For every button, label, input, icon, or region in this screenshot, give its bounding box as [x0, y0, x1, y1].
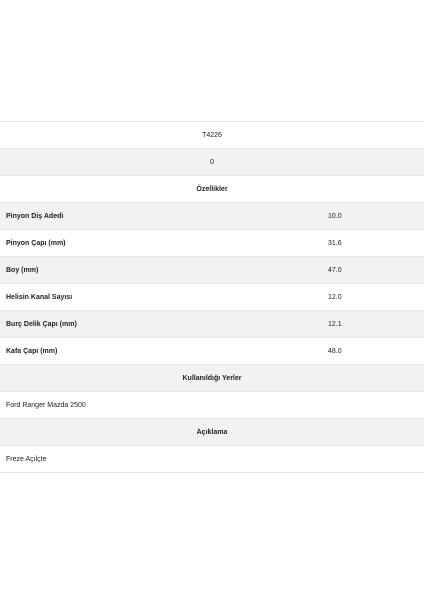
spec-value: 47.0	[328, 266, 342, 274]
spec-value: 12.0	[328, 293, 342, 301]
features-header	[0, 176, 424, 203]
spec-label: Burç Delik Çapı (mm)	[6, 320, 77, 328]
spec-row	[0, 284, 424, 311]
usage-header	[0, 365, 424, 392]
description-header	[0, 419, 424, 446]
spec-value: 10.0	[328, 212, 342, 220]
spec-label: Boy (mm)	[6, 266, 39, 274]
features-title: Özellikler	[196, 185, 228, 193]
product-code: T4226	[202, 131, 222, 139]
spec-row	[0, 257, 424, 284]
count-value: 0	[210, 158, 214, 166]
description-row	[0, 446, 424, 473]
description-text: Freze Açılçte	[6, 455, 47, 463]
spec-value: 12.1	[328, 320, 342, 328]
spec-label: Pinyon Çapı (mm)	[6, 239, 66, 247]
spec-value: 31.6	[328, 239, 342, 247]
spec-row	[0, 311, 424, 338]
count-row	[0, 149, 424, 176]
usage-title: Kullanıldığı Yerler	[182, 374, 242, 382]
product-code-row	[0, 122, 424, 149]
usage-text: Ford Ranger Mazda 2500	[6, 401, 86, 409]
spec-table	[0, 121, 424, 473]
spec-label: Pinyon Diş Adedi	[6, 212, 64, 220]
spec-label: Helisin Kanal Sayısı	[6, 293, 73, 301]
usage-row	[0, 392, 424, 419]
spec-label: Kafa Çapı (mm)	[6, 347, 58, 355]
spec-value: 48.0	[328, 347, 342, 355]
spec-row	[0, 230, 424, 257]
description-title: Açıklama	[196, 428, 228, 436]
spec-row	[0, 203, 424, 230]
spec-row	[0, 338, 424, 365]
